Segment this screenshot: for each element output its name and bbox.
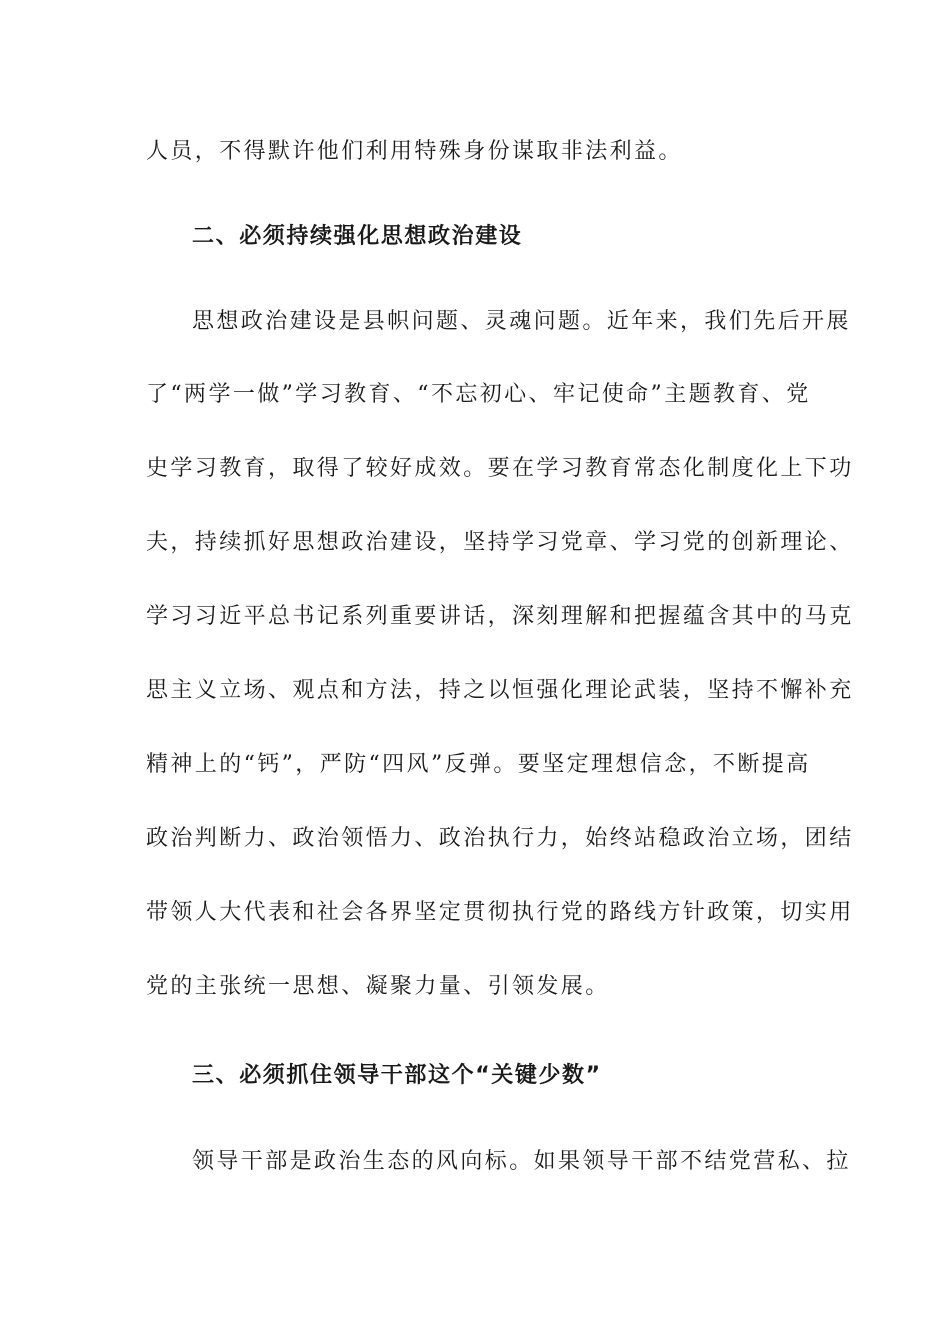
- paragraph-line-first: 思想政治建设是县帜问题、灵魂问题。近年来，我们先后开展: [192, 309, 851, 334]
- paragraph-line-last: 党的主张统一思想、凝聚力量、引领发展。: [146, 974, 610, 999]
- paragraph-line: 带领人大代表和社会各界坚定贯彻执行党的路线方针政策，切实用: [146, 900, 854, 925]
- paragraph-line: 了“两学一做”学习教育、“不忘初心、牢记使命”主题教育、党: [146, 382, 811, 407]
- paragraph-continuation-line: 人员，不得默许他们利用特殊身份谋取非法利益。: [146, 139, 683, 164]
- section-heading-2: 二、必须持续强化思想政治建设: [192, 224, 523, 249]
- paragraph-line: 政治判断力、政治领悟力、政治执行力，始终站稳政治立场，团结: [146, 826, 854, 851]
- section-heading-3: 三、必须抓住领导干部这个“关键少数”: [192, 1063, 602, 1088]
- paragraph-line: 学习习近平总书记系列重要讲话，深刻理解和把握蕴含其中的马克: [146, 604, 854, 629]
- paragraph-line: 史学习教育，取得了较好成效。要在学习教育常态化制度化上下功: [146, 456, 854, 481]
- paragraph-line: 精神上的“钙”，严防“四风”反弹。要坚定理想信念，不断提高: [146, 752, 811, 777]
- paragraph-line: 思主义立场、观点和方法，持之以恒强化理论武装，坚持不懈补充: [146, 678, 854, 703]
- paragraph-line-first: 领导干部是政治生态的风向标。如果领导干部不结党营私、拉: [192, 1149, 851, 1174]
- paragraph-line: 夫，持续抓好思想政治建设，坚持学习党章、学习党的创新理论、: [146, 530, 854, 555]
